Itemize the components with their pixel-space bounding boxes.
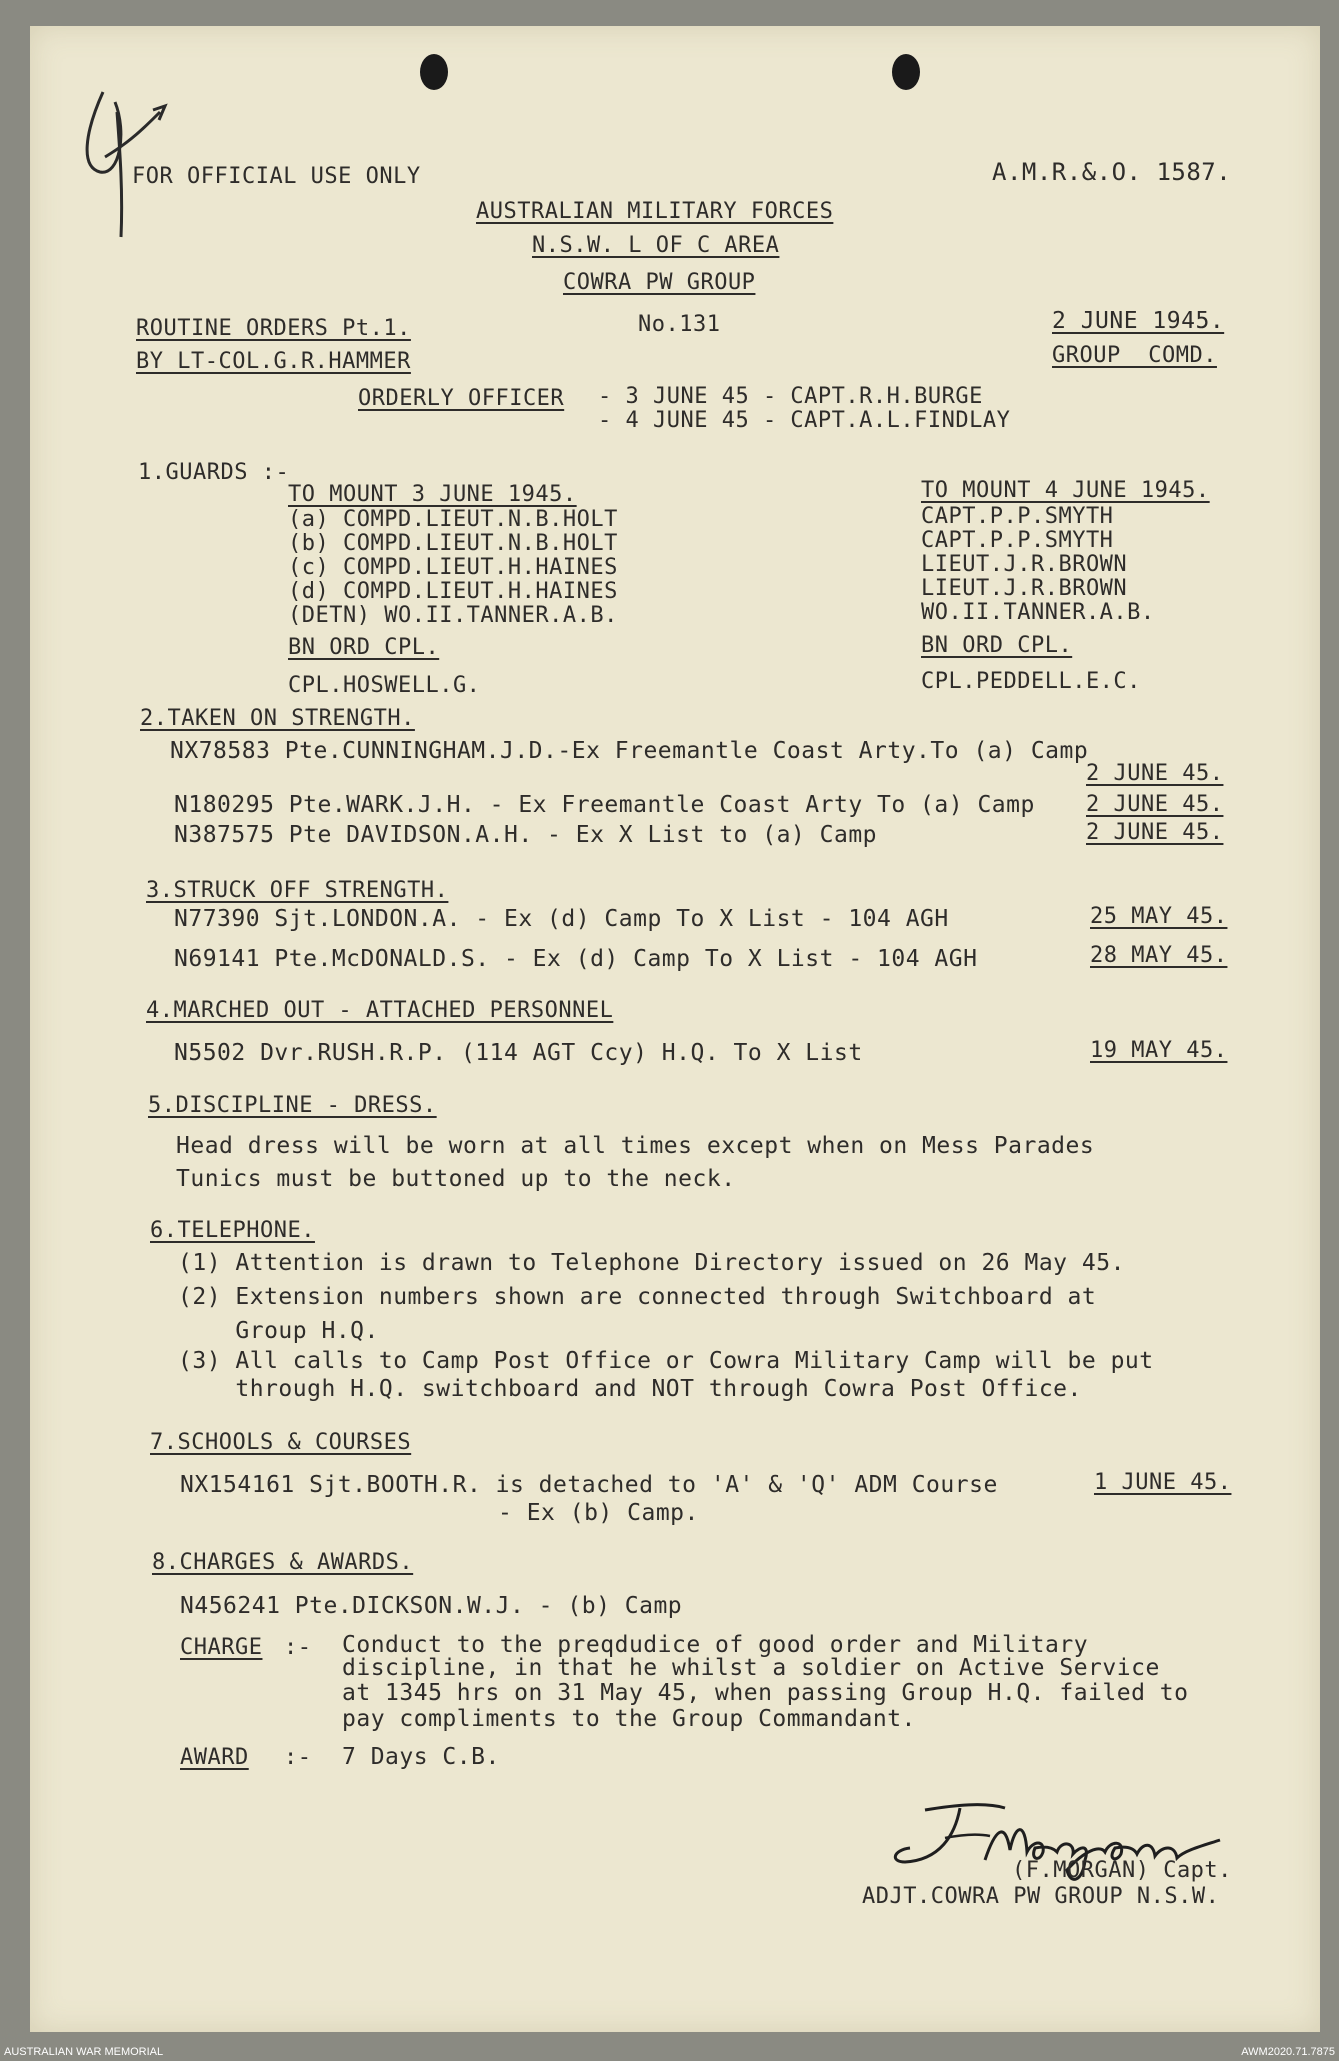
taken-entry-date: 2 JUNE 45. [1086,820,1224,845]
routine-orders-label: ROUTINE ORDERS Pt.1. [136,316,411,341]
guards-left-line: (d) COMPD.LIEUT.H.HAINES [288,579,618,604]
guards-right-ord: CPL.PEDDELL.E.C. [921,669,1141,694]
struck-entry: N77390 Sjt.LONDON.A. - Ex (d) Camp To X List - 104 AGH [174,906,949,932]
telephone-line: (3) All calls to Camp Post Office or Cowra Military Camp will be put [178,1348,1154,1374]
orderly-officer-2: - 4 JUNE 45 - CAPT.A.L.FINDLAY [598,408,1011,433]
order-reference: A.M.R.&.O. 1587. [992,158,1232,186]
guards-left-line: (a) COMPD.LIEUT.N.B.HOLT [288,507,618,532]
charge-line: pay compliments to the Group Commandant. [342,1706,916,1732]
telephone-line: Group H.Q. [178,1318,379,1344]
marched-entry-date: 19 MAY 45. [1090,1038,1228,1063]
taken-entry-date: 2 JUNE 45. [1086,792,1224,817]
punch-hole-left [420,54,448,90]
charge-line: discipline, in that he whilst a soldier on Active Service [342,1655,1160,1681]
charge-label: CHARGE [180,1635,263,1660]
taken-entry: NX78583 Pte.CUNNINGHAM.J.D.-Ex Freemantle Coast Arty.To (a) Camp [170,738,1089,764]
taken-heading: 2.TAKEN ON STRENGTH. [140,706,415,731]
struck-heading: 3.STRUCK OFF STRENGTH. [146,878,449,903]
guards-left-line: (b) COMPD.LIEUT.N.B.HOLT [288,531,618,556]
award-label: AWARD [180,1745,249,1770]
signatory-title: ADJT.COWRA PW GROUP N.S.W. [862,1884,1220,1909]
charges-heading: 8.CHARGES & AWARDS. [152,1550,414,1575]
guards-left-ord: CPL.HOSWELL.G. [288,673,481,698]
marched-heading: 4.MARCHED OUT - ATTACHED PERSONNEL [146,998,614,1023]
struck-entry: N69141 Pte.McDONALD.S. - Ex (d) Camp To X List - 104 AGH [174,946,978,972]
guards-right-line: CAPT.P.P.SMYTH [921,528,1114,553]
charge-line: at 1345 hrs on 31 May 45, when passing Group H.Q. failed to [342,1680,1189,1706]
struck-entry-date: 28 MAY 45. [1090,943,1228,968]
footer-archive-label: AUSTRALIAN WAR MEMORIAL [4,2046,164,2058]
struck-entry-date: 25 MAY 45. [1090,904,1228,929]
schools-date: 1 JUNE 45. [1094,1470,1232,1495]
charge-separator: :- [284,1635,312,1660]
guards-right-line: CAPT.P.P.SMYTH [921,504,1114,529]
area-title: N.S.W. L OF C AREA [532,233,780,258]
guards-right-line: LIEUT.J.R.BROWN [921,576,1128,601]
taken-entry: N387575 Pte DAVIDSON.A.H. - Ex X List to (a) Camp [174,822,878,848]
schools-line: NX154161 Sjt.BOOTH.R. is detached to 'A' & 'Q' ADM Course [180,1472,998,1498]
guards-right-title: TO MOUNT 4 JUNE 1945. [921,478,1210,503]
guards-heading: 1.GUARDS :- [138,460,290,485]
signatory-name: (F.MORGAN) Capt. [1012,1858,1232,1883]
schools-heading: 7.SCHOOLS & COURSES [150,1430,412,1455]
schools-line: - Ex (b) Camp. [498,1500,699,1526]
telephone-line: through H.Q. switchboard and NOT through Cowra Post Office. [178,1376,1082,1402]
telephone-line: (1) Attention is drawn to Telephone Directory issued on 26 May 45. [178,1250,1125,1276]
guards-right-line: LIEUT.J.R.BROWN [921,552,1128,577]
marched-entry: N5502 Dvr.RUSH.R.P. (114 AGT Ccy) H.Q. To X List [174,1040,863,1066]
orderly-officer-1: - 3 JUNE 45 - CAPT.R.H.BURGE [598,384,983,409]
guards-left-ord-label: BN ORD CPL. [288,635,440,660]
order-number: No.131 [638,312,721,337]
taken-entry-date: 2 JUNE 45. [1086,761,1224,786]
telephone-heading: 6.TELEPHONE. [150,1218,315,1243]
discipline-line: Head dress will be worn at all times except when on Mess Parades [176,1133,1095,1159]
guards-right-ord-label: BN ORD CPL. [921,633,1073,658]
issued-by: BY LT-COL.G.R.HAMMER [136,349,411,374]
handwritten-initial-mark [75,72,170,242]
guards-right-line: WO.II.TANNER.A.B. [921,600,1155,625]
guards-left-title: TO MOUNT 3 JUNE 1945. [288,482,577,507]
charge-line: Conduct to the preqdudice of good order and Military [342,1632,1089,1658]
discipline-heading: 5.DISCIPLINE - DRESS. [148,1093,437,1118]
guards-left-line: (DETN) WO.II.TANNER.A.B. [288,603,618,628]
footer-accession-number: AWM2020.71.7875 [1241,2046,1335,2058]
punch-hole-right [892,54,920,90]
guards-left-line: (c) COMPD.LIEUT.H.HAINES [288,555,618,580]
group-comd-label: GROUP COMD. [1052,343,1217,368]
charges-soldier: N456241 Pte.DICKSON.W.J. - (b) Camp [180,1593,683,1619]
telephone-line: (2) Extension numbers shown are connected through Switchboard at [178,1284,1097,1310]
official-use-label: FOR OFFICIAL USE ONLY [132,164,421,189]
taken-entry: N180295 Pte.WARK.J.H. - Ex Freemantle Coast Arty To (a) Camp [174,792,1035,818]
award-separator: :- [284,1745,312,1770]
forces-title: AUSTRALIAN MILITARY FORCES [476,199,834,224]
award-value: 7 Days C.B. [342,1744,500,1770]
order-date: 2 JUNE 1945. [1052,308,1225,334]
orderly-officer-label: ORDERLY OFFICER [358,386,565,411]
discipline-line: Tunics must be buttoned up to the neck. [176,1166,736,1192]
group-title: COWRA PW GROUP [563,270,756,295]
